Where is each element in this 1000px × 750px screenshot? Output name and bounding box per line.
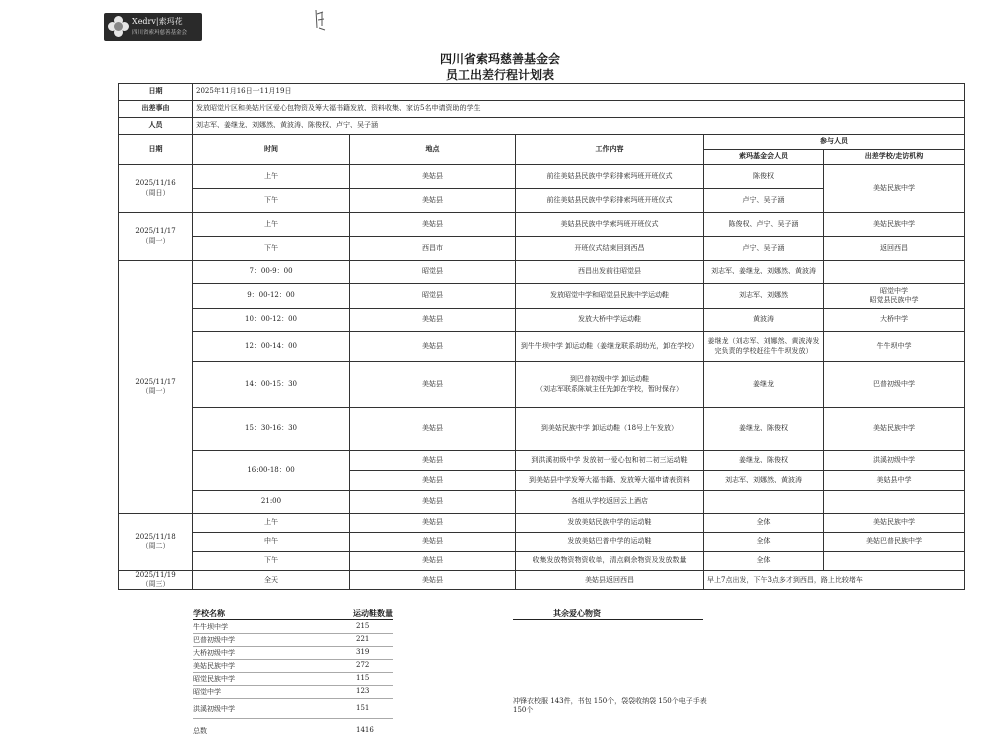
work-cell: 西昌出发前往昭觉县 <box>516 261 704 284</box>
place-cell: 美姑县 <box>350 213 516 237</box>
org-cell: 美姑民族中学 <box>824 213 965 237</box>
table-row <box>119 84 965 101</box>
time-cell: 15：30-16：30 <box>193 408 350 451</box>
table-row <box>119 362 965 408</box>
work-cell: 到美姑县中学发筹大福书籍、发放筹大福申请表资料 <box>516 471 704 491</box>
org-cell <box>824 552 965 571</box>
shoe-count: 272 <box>356 661 370 669</box>
place-cell: 美姑县 <box>350 514 516 533</box>
org-cell: 美姑巴普民族中学 <box>824 533 965 552</box>
time-cell: 12：00-14：00 <box>193 332 350 362</box>
place-cell: 美姑县 <box>350 471 516 491</box>
time-cell: 7：00-9：00 <box>193 261 350 284</box>
work-cell: 发放美姑巴普中学的运动鞋 <box>516 533 704 552</box>
place-cell: 美姑县 <box>350 552 516 571</box>
meta-value: 2025年11月16日一11月19日 <box>193 84 965 101</box>
staff-cell: 陈俊权 <box>704 165 824 189</box>
staff-cell: 刘志军、刘娜然、黄波涛 <box>704 471 824 491</box>
work-cell: 收集发放物资物资收单，清点剩余物资及发放数量 <box>516 552 704 571</box>
staff-cell: 姜继龙、陈俊权 <box>704 408 824 451</box>
work-cell: 到巴普初级中学 卸运动鞋 （刘志军联系陈斌主任先卸在学校，暂时保存） <box>516 362 704 408</box>
staff-cell: 姜继龙 <box>704 362 824 408</box>
table-row <box>119 332 965 362</box>
org-cell <box>824 491 965 514</box>
work-cell: 发放大桥中学运动鞋 <box>516 309 704 332</box>
org-cell: 洪溪初级中学 <box>824 451 965 471</box>
row-rule <box>193 633 393 634</box>
table-row <box>119 284 965 309</box>
table-row <box>119 552 965 571</box>
staff-cell <box>704 491 824 514</box>
table-row <box>119 261 965 284</box>
list-item <box>193 661 393 674</box>
header-staff: 索玛基金会人员 <box>704 150 824 165</box>
logo-subtitle: 四川省索玛慈善基金会 <box>132 30 188 36</box>
summary-header-rule <box>193 619 393 620</box>
date-cell: 2025/11/18 （周二） <box>119 514 193 571</box>
row-rule <box>193 685 393 686</box>
time-cell: 上午 <box>193 165 350 189</box>
shoe-count: 151 <box>356 704 370 712</box>
work-cell: 美姑县返回西昌 <box>516 571 704 590</box>
staff-cell: 陈俊权、卢宁、吴子涵 <box>704 213 824 237</box>
total-value: 1416 <box>356 726 374 734</box>
table-row <box>119 213 965 237</box>
total-label: 总数 <box>193 727 207 735</box>
header-org: 出差学校/走访机构 <box>824 150 965 165</box>
list-item <box>193 635 393 648</box>
foundation-logo <box>104 13 202 41</box>
place-cell: 美姑县 <box>350 571 516 590</box>
meta-value: 刘志军、姜继龙、刘娜然、黄波涛、陈俊权、卢宁、吴子涵 <box>193 118 965 135</box>
table-row <box>119 101 965 118</box>
school-name: 美姑民族中学 <box>193 662 235 670</box>
place-cell: 昭觉县 <box>350 284 516 309</box>
document-title: 员工出差行程计划表 <box>445 68 554 82</box>
table-row <box>119 514 965 533</box>
school-name: 昭觉中学 <box>193 688 221 696</box>
time-cell: 14：00-15：30 <box>193 362 350 408</box>
header-place: 地点 <box>350 135 516 165</box>
date-cell: 2025/11/16 （周日） <box>119 165 193 213</box>
work-cell: 各组从学校返回云上酒店 <box>516 491 704 514</box>
document-org-title: 四川省索玛慈善基金会 <box>439 52 560 66</box>
table-row <box>119 491 965 514</box>
time-cell: 9：00-12：00 <box>193 284 350 309</box>
staff-cell: 卢宁、吴子涵 <box>704 189 824 213</box>
distribution-summary <box>193 608 713 748</box>
other-supplies-text: 冲锋衣校服 143件，书包 150个，袋袋收纳袋 150个电子手表 150个 <box>513 697 707 715</box>
work-cell: 发放美姑民族中学的运动鞋 <box>516 514 704 533</box>
row-rule <box>193 646 393 647</box>
place-cell: 美姑县 <box>350 491 516 514</box>
time-cell: 上午 <box>193 514 350 533</box>
time-cell: 中午 <box>193 533 350 552</box>
time-cell: 下午 <box>193 237 350 261</box>
table-row <box>119 571 965 590</box>
school-name: 大桥初级中学 <box>193 649 235 657</box>
place-cell: 美姑县 <box>350 332 516 362</box>
list-item <box>193 674 393 687</box>
row-rule <box>193 698 393 699</box>
work-cell: 美姑县民族中学索玛班开班仪式 <box>516 213 704 237</box>
list-item <box>193 622 393 635</box>
header-date: 日期 <box>119 135 193 165</box>
school-name: 洪溪初级中学 <box>193 705 235 713</box>
org-cell <box>824 261 965 284</box>
table-row <box>119 118 965 135</box>
shoe-count: 319 <box>356 648 370 656</box>
school-name: 巴普初级中学 <box>193 636 235 644</box>
place-cell: 美姑县 <box>350 309 516 332</box>
work-cell: 到洪溪初级中学 发放初一爱心包和初二初三运动鞋 <box>516 451 704 471</box>
table-row <box>119 135 965 150</box>
org-cell: 巴普初级中学 <box>824 362 965 408</box>
meta-value: 发放昭觉片区和美姑片区爱心包物资及筹大福书籍发放、资料收集、家访5名申请资助的学生 <box>193 101 965 118</box>
summary-header-school: 学校名称 <box>193 609 225 618</box>
org-cell: 美姑县中学 <box>824 471 965 491</box>
place-cell: 美姑县 <box>350 165 516 189</box>
work-cell: 发放昭觉中学和昭觉县民族中学运动鞋 <box>516 284 704 309</box>
header-time: 时间 <box>193 135 350 165</box>
org-cell: 美姑民族中学 <box>824 408 965 451</box>
list-item <box>193 648 393 661</box>
time-cell: 16:00-18：00 <box>193 451 350 491</box>
place-cell: 昭觉县 <box>350 261 516 284</box>
time-cell: 下午 <box>193 552 350 571</box>
header-work: 工作内容 <box>516 135 704 165</box>
org-cell: 牛牛坝中学 <box>824 332 965 362</box>
table-row <box>119 309 965 332</box>
place-cell: 西昌市 <box>350 237 516 261</box>
list-item <box>193 704 393 717</box>
place-cell: 美姑县 <box>350 408 516 451</box>
date-cell: 2025/11/19 （周三） <box>119 571 193 590</box>
meta-label: 人员 <box>119 118 193 135</box>
staff-cell: 姜继龙（刘志军、刘娜然、黄波涛发完负责的学校赶往牛牛坝发放） <box>704 332 824 362</box>
shoe-count: 123 <box>356 687 370 695</box>
flower-icon <box>108 16 130 38</box>
school-name: 昭觉民族中学 <box>193 675 235 683</box>
time-cell: 下午 <box>193 189 350 213</box>
place-cell: 美姑县 <box>350 362 516 408</box>
place-cell: 美姑县 <box>350 451 516 471</box>
summary-header-count: 运动鞋数量 <box>353 609 393 618</box>
time-cell: 上午 <box>193 213 350 237</box>
list-item <box>193 687 393 700</box>
total-row <box>193 726 393 739</box>
shoe-count: 115 <box>356 674 370 682</box>
staff-cell: 早上7点出发，下午3点多才到西昌，路上比较堵车 <box>704 571 965 590</box>
work-cell: 开班仪式结束回到西昌 <box>516 237 704 261</box>
table-row <box>119 533 965 552</box>
meta-label: 日期 <box>119 84 193 101</box>
date-cell: 2025/11/17 （周一） <box>119 261 193 514</box>
handwritten-mark-icon <box>313 8 327 32</box>
row-rule <box>193 718 393 719</box>
row-rule <box>193 672 393 673</box>
time-cell: 21:00 <box>193 491 350 514</box>
staff-cell: 黄波涛 <box>704 309 824 332</box>
staff-cell: 全体 <box>704 552 824 571</box>
summary-other-rule <box>513 619 703 620</box>
org-cell: 美姑民族中学 <box>824 165 965 213</box>
org-cell: 返回西昌 <box>824 237 965 261</box>
place-cell: 美姑县 <box>350 533 516 552</box>
staff-cell: 全体 <box>704 514 824 533</box>
work-cell: 到牛牛坝中学 卸运动鞋（姜继龙联系胡幼光，卸在学校） <box>516 332 704 362</box>
staff-cell: 卢宁、吴子涵 <box>704 237 824 261</box>
logo-brand: Xedrv|索玛花 <box>132 17 183 26</box>
table-row <box>119 408 965 451</box>
time-cell: 10：00-12：00 <box>193 309 350 332</box>
shoe-count: 221 <box>356 635 370 643</box>
row-rule <box>193 659 393 660</box>
staff-cell: 姜继龙、陈俊权 <box>704 451 824 471</box>
table-row <box>119 237 965 261</box>
table-row <box>119 165 965 189</box>
org-cell: 美姑民族中学 <box>824 514 965 533</box>
staff-cell: 全体 <box>704 533 824 552</box>
staff-cell: 刘志军、姜继龙、刘娜然、黄波涛 <box>704 261 824 284</box>
place-cell: 美姑县 <box>350 189 516 213</box>
meta-label: 出差事由 <box>119 101 193 118</box>
work-cell: 前往美姑县民族中学彩排索玛班开班仪式 <box>516 165 704 189</box>
school-name: 牛牛坝中学 <box>193 623 228 631</box>
work-cell: 到美姑民族中学 卸运动鞋（18号上午发放） <box>516 408 704 451</box>
summary-header-other: 其余爱心物资 <box>553 609 601 618</box>
staff-cell: 刘志军、刘娜然 <box>704 284 824 309</box>
header-participants: 参与人员 <box>704 135 965 150</box>
time-cell: 全天 <box>193 571 350 590</box>
table-row <box>119 451 965 471</box>
org-cell: 大桥中学 <box>824 309 965 332</box>
org-cell: 昭觉中学 昭觉县民族中学 <box>824 284 965 309</box>
date-cell: 2025/11/17 （周一） <box>119 213 193 261</box>
work-cell: 前往美姑县民族中学彩排索玛班开班仪式 <box>516 189 704 213</box>
travel-plan-table <box>118 83 965 590</box>
shoe-count: 215 <box>356 622 370 630</box>
